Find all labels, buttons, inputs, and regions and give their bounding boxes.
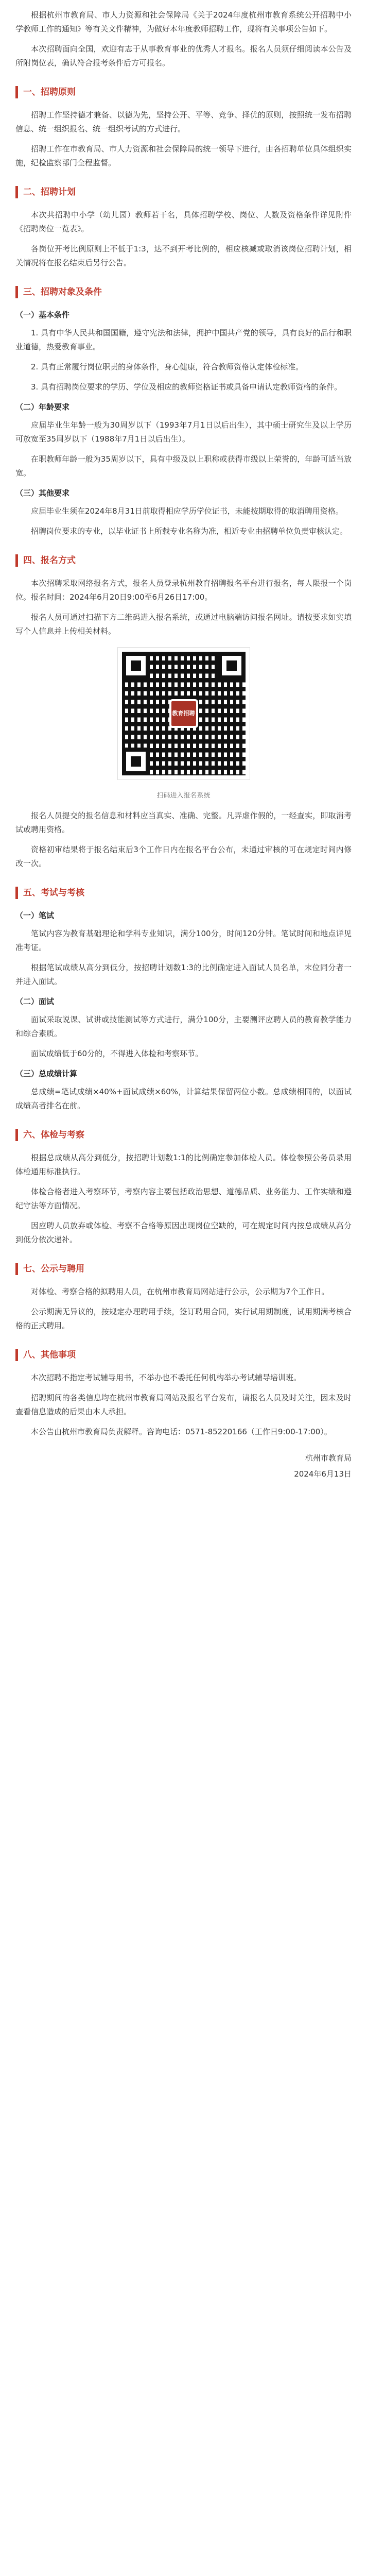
section-header (15, 1260, 352, 1278)
section-marker (15, 887, 18, 899)
body-paragraph: 本次招聘采取网络报名方式，报名人员登录杭州教育招聘报名平台进行报名，每人限报一个岗位。报名时间：2024年6月20日9:00至6月26日17:00。 (15, 579, 352, 602)
signature-date: 2024年6月13日 (294, 1469, 352, 1479)
body-paragraph: 本公告由杭州市教育局负责解释。咨询电话：0571-85220166（工作日9:00-17:00）。 (31, 1427, 332, 1436)
section-title: 二、招聘计划 (23, 187, 76, 197)
body-paragraph: 本次招聘不指定考试辅导用书，不举办也不委托任何机构举办考试辅导培训班。 (31, 1373, 302, 1382)
section-marker (15, 86, 18, 98)
body-paragraph: 对体检、考察合格的拟聘用人员，在杭州市教育局网站进行公示，公示期为7个工作日。 (31, 1287, 329, 1296)
qr-finder-pattern (122, 748, 150, 775)
intro-paragraph: 本次招聘面向全国，欢迎有志于从事教育事业的优秀人才报名。报名人员须仔细阅读本公告及所附岗位表，确认符合报考条件后方可报名。 (15, 44, 352, 67)
body-paragraph: 招聘期间的各类信息均在杭州市教育局网站及报名平台发布，请报名人员及时关注，因未及时查看信息造成的后果由本人承担。 (15, 1393, 352, 1416)
section-marker (15, 186, 18, 198)
registration-qr-code[interactable] (118, 648, 250, 779)
section-title: 八、其他事项 (23, 1349, 76, 1360)
body-paragraph: 2. 具有正常履行岗位职责的身体条件，身心健康，符合教师资格认定体检标准。 (31, 362, 304, 371)
body-paragraph: 笔试内容为教育基础理论和学科专业知识，满分100分，时间120分钟。笔试时间和地点详见准考证。 (15, 929, 352, 952)
body-paragraph: 报名人员提交的报名信息和材料应当真实、准确、完整。凡弄虚作假的，一经查实，即取消考试或聘用资格。 (15, 811, 352, 834)
body-paragraph: 招聘工作在市教育局、市人力资源和社会保障局的统一领导下进行，由各招聘单位具体组织实施，纪检监察部门全程监督。 (15, 144, 352, 167)
subsection-heading: （三）其他要求 (15, 488, 70, 498)
body-paragraph: 资格初审结果将于报名结束后3个工作日内在报名平台公布，未通过审核的可在规定时间内修改一次。 (15, 845, 352, 868)
section-header (15, 1346, 352, 1364)
qr-center-logo: 教育招聘 (169, 699, 198, 728)
body-paragraph: 面试采取说课、试讲或技能测试等方式进行，满分100分，主要测评应聘人员的教育教学能力和综合素质。 (15, 1015, 352, 1038)
qr-finder-pattern (122, 652, 150, 680)
section-header (15, 183, 352, 201)
body-paragraph: 应届毕业生须在2024年8月31日前取得相应学历学位证书，未能按期取得的取消聘用资格。 (31, 506, 343, 516)
section-marker (15, 286, 18, 298)
body-paragraph: 公示期满无异议的，按规定办理聘用手续，签订聘用合同，实行试用期制度，试用期满考核合格的正式聘用。 (15, 1307, 352, 1330)
subsection-heading: （二）年龄要求 (15, 402, 70, 412)
body-paragraph: 1. 具有中华人民共和国国籍，遵守宪法和法律，拥护中国共产党的领导，具有良好的品行和职业道德，热爱教育事业。 (15, 328, 352, 351)
signature-block (15, 1451, 352, 1481)
qr-caption: 扫码进入报名系统 (156, 792, 211, 800)
section-header (15, 83, 352, 101)
subsection-heading: （二）面试 (15, 997, 55, 1006)
section-marker (15, 554, 18, 567)
section-title: 六、体检与考察 (23, 1129, 84, 1140)
section-title: 五、考试与考核 (23, 887, 84, 898)
signature-org: 杭州市教育局 (305, 1453, 352, 1463)
body-paragraph: 各岗位开考比例原则上不低于1:3，达不到开考比例的，相应核减或取消该岗位招聘计划，相关情况将在报名结束后另行公告。 (15, 244, 352, 267)
section-header (15, 283, 352, 301)
subsection-heading: （一）基本条件 (15, 310, 70, 319)
subsection-heading: （一）笔试 (15, 911, 55, 920)
subsection-heading: （三）总成绩计算 (15, 1069, 78, 1078)
section-marker (15, 1129, 18, 1141)
section-marker (15, 1263, 18, 1275)
section-title: 四、报名方式 (23, 555, 76, 566)
body-paragraph: 总成绩=笔试成绩×40%+面试成绩×60%，计算结果保留两位小数。总成绩相同的，以面试成绩高者排名在前。 (15, 1087, 352, 1110)
section-header (15, 1126, 352, 1144)
intro-block (15, 8, 352, 70)
section-marker (15, 1349, 18, 1361)
body-paragraph: 体检合格者进入考察环节，考察内容主要包括政治思想、道德品质、业务能力、工作实绩和遵纪守法等方面情况。 (15, 1187, 352, 1210)
body-paragraph: 招聘岗位要求的专业，以毕业证书上所载专业名称为准，相近专业由招聘单位负责审核认定。 (31, 527, 348, 536)
body-paragraph: 根据总成绩从高分到低分，按招聘计划数1:1的比例确定参加体检人员。体检参照公务员录用体检通用标准执行。 (15, 1153, 352, 1176)
body-paragraph: 报名人员可通过扫描下方二维码进入报名系统，或通过电脑端访问报名网址。请按要求如实填写个人信息并上传相关材料。 (15, 613, 352, 636)
qr-block (15, 648, 352, 779)
body-paragraph: 面试成绩低于60分的，不得进入体检和考察环节。 (31, 1049, 203, 1058)
body-paragraph: 本次共招聘中小学（幼儿园）教师若干名，具体招聘学校、岗位、人数及资格条件详见附件《招聘岗位一览表》。 (15, 210, 352, 233)
qr-finder-pattern (218, 652, 246, 680)
body-paragraph: 在职教师年龄一般为35周岁以下，具有中级及以上职称或获得市级以上荣誉的，年龄可适当放宽。 (15, 454, 352, 478)
body-paragraph: 3. 具有招聘岗位要求的学历、学位及相应的教师资格证书或具备申请认定教师资格的条件。 (31, 382, 342, 392)
body-paragraph: 因应聘人员放弃或体检、考察不合格等原因出现岗位空缺的，可在规定时间内按总成绩从高分到低分依次递补。 (15, 1221, 352, 1244)
body-paragraph: 应届毕业生年龄一般为30周岁以下（1993年7月1日以后出生），其中硕士研究生及以上学历可放宽至35周岁以下（1988年7月1日以后出生）。 (15, 420, 352, 444)
section-title: 七、公示与聘用 (23, 1263, 84, 1274)
body-paragraph: 招聘工作坚持德才兼备、以德为先，坚持公开、平等、竞争、择优的原则，按照统一发布招聘信息、统一组织报名、统一组织考试的方式进行。 (15, 110, 352, 133)
section-header (15, 884, 352, 902)
body-paragraph: 根据笔试成绩从高分到低分，按招聘计划数1:3的比例确定进入面试人员名单，末位同分者一并进入面试。 (15, 963, 352, 986)
section-title: 三、招聘对象及条件 (23, 286, 102, 297)
section-title: 一、招聘原则 (23, 87, 76, 97)
section-header (15, 552, 352, 569)
intro-paragraph: 根据杭州市教育局、市人力资源和社会保障局《关于2024年度杭州市教育系统公开招聘中小学教师工作的通知》等有关文件精神，为做好本年度教师招聘工作，现将有关事项公告如下。 (15, 10, 352, 33)
